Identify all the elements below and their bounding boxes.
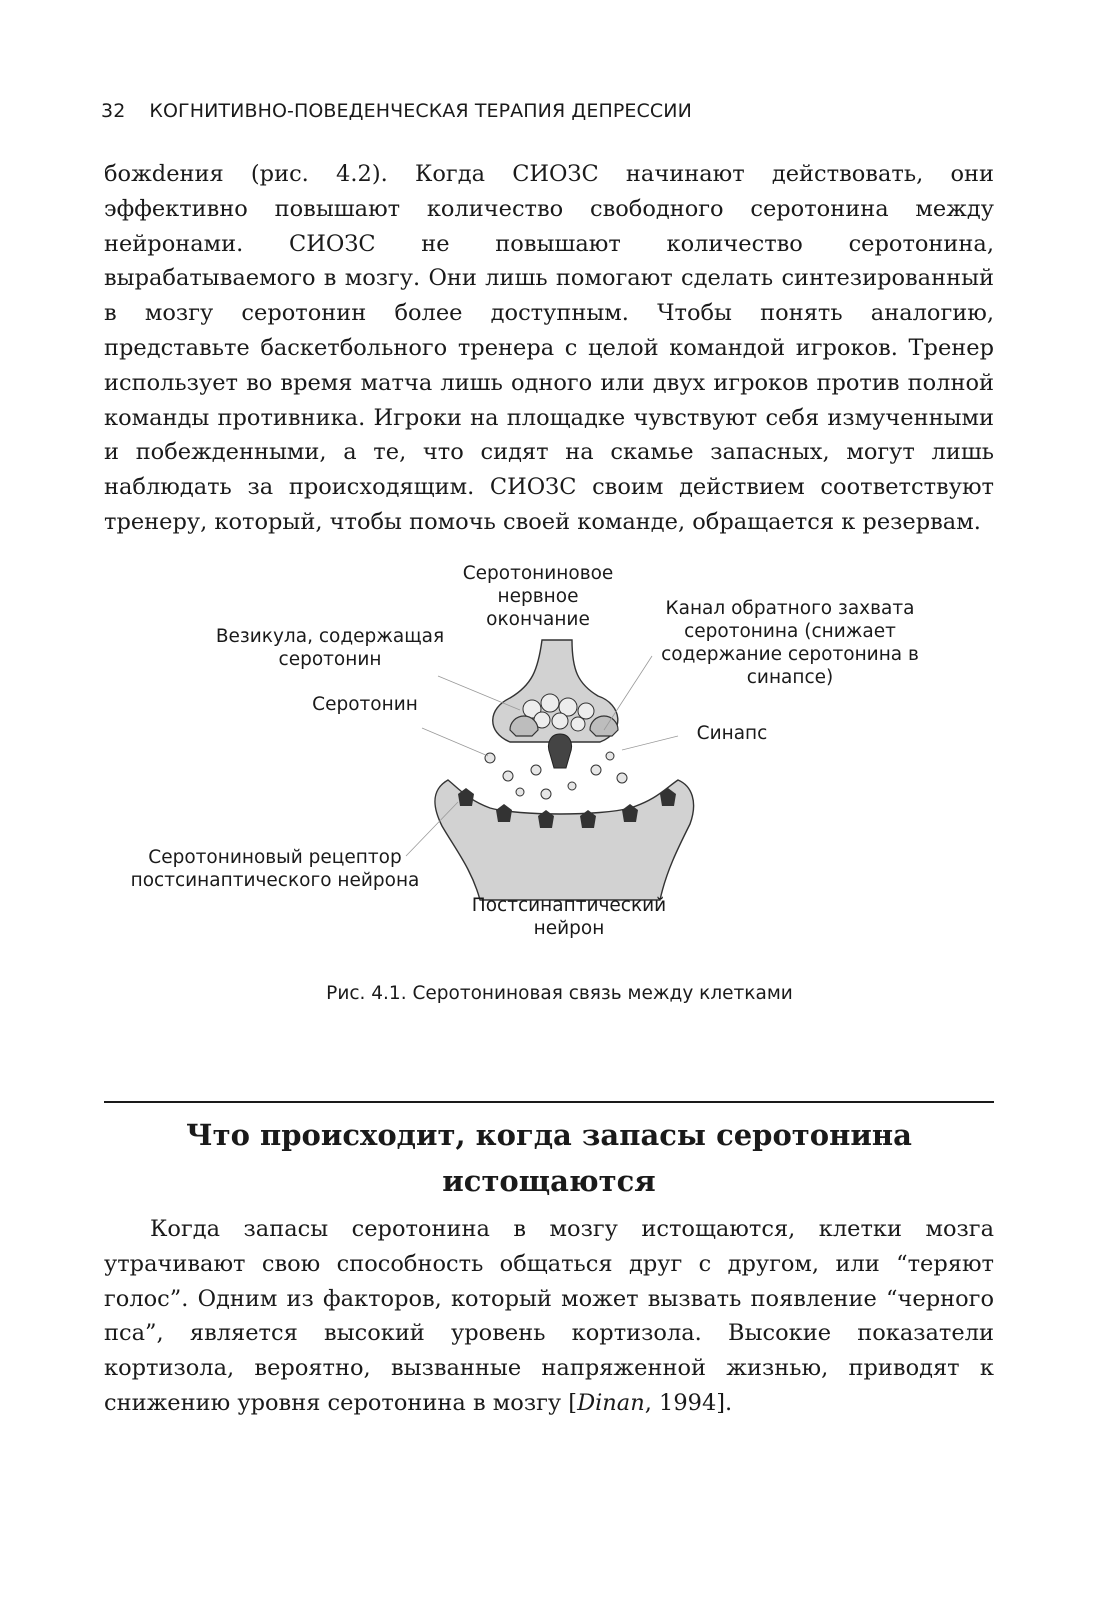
body-paragraph-2 bbox=[104, 1212, 994, 1421]
label-serotonin: Серотонин bbox=[312, 694, 418, 715]
postsynaptic-neuron bbox=[435, 780, 694, 900]
label-terminal: Серотониновое нервное окончание bbox=[462, 563, 614, 630]
citation-author: Dinan bbox=[577, 1389, 645, 1416]
release-site bbox=[548, 734, 571, 768]
running-header bbox=[101, 100, 692, 122]
label-vesicle: Везикула, содержащая серотонин bbox=[215, 626, 445, 670]
running-title: КОГНИТИВНО-ПОВЕДЕНЧЕСКАЯ ТЕРАПИЯ ДЕПРЕССИИ bbox=[149, 100, 692, 122]
section-divider bbox=[104, 1101, 994, 1103]
figure-caption: Рис. 4.1. Серотониновая связь между клетками bbox=[326, 983, 793, 1004]
paragraph-text: Когда запасы серотонина в мозгу истощаются, клетки мозга утрачивают свою способность общаться друг с другом, или “теряют голос”. Одним из факторов, который может вызвать появление “черного пса”, является высокий уровень кортизола. Высокие показатели кортизола, вероятно, вызванные напряженной жизнью, приводят к снижению уровня серотонина в мозгу [ bbox=[104, 1216, 994, 1416]
label-receptor: Серотониновый рецептор постсинаптического нейрона bbox=[130, 847, 420, 891]
section-heading: Что происходит, когда запасы серотонина истощаются bbox=[186, 1118, 912, 1198]
label-reuptake: Канал обратного захвата серотонина (снижает содержание серотонина в синапсе) bbox=[661, 598, 919, 688]
label-synapse: Синапс bbox=[696, 723, 768, 744]
citation-year: , 1994]. bbox=[644, 1389, 733, 1416]
page-number: 32 bbox=[101, 100, 126, 122]
label-postsynaptic: Постсинаптический нейрон bbox=[471, 895, 667, 939]
body-paragraph-1: божdения (рис. 4.2). Когда СИОЗС начинают действовать, они эффективно повышают количество свободного серотонина между нейронами. СИОЗС не повышают количество серотонина, вырабатываемого в мозгу. Они лишь помогают сделать синтезированный в мозгу серотонин более доступным. Чтобы понять аналогию, представьте баскетбольного тренера с целой командой игроков. Тренер использует во время матча лишь одного или двух игроков против полной команды противника. Игроки на площадке чувствуют себя измученными и побежденными, а те, что сидят на скамье запасных, могут лишь наблюдать за происходящим. СИОЗС своим действием соответствуют тренеру, который, чтобы помочь своей команде, обращается к резервам. bbox=[104, 161, 994, 535]
